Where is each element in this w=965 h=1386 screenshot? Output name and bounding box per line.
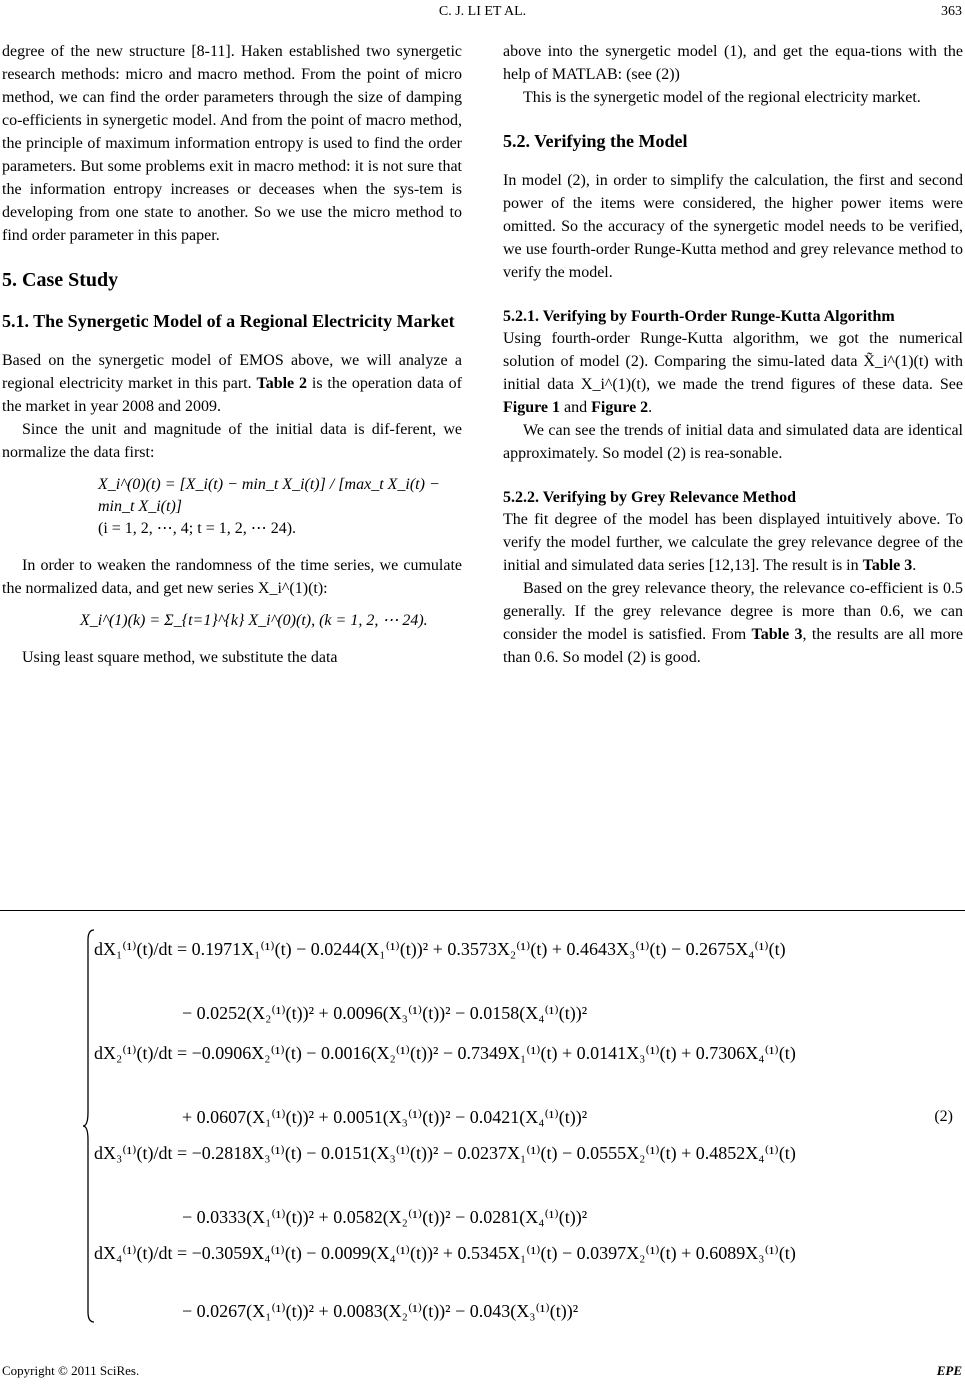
paragraph-model: In model (2), in order to simplify the calculation, the first and second power of the items were considered, the higher power items were omitted. So the accuracy of the synergetic model needs to be verified, we use fourth-order Runge-Kutta method and grey relevance method to verify the model. [503,172,963,281]
paragraph-fit-text: The fit degree of the model has been displayed intuitively above. To verify the model further, we calculate the grey relevance degree of the initial and simulated data series [12,13]. The result is in [503,511,963,574]
normalization-range: (i = 1, 2, ⋯, 4; t = 1, 2, ⋯ 24). [98,520,297,537]
paragraph-using: Using least square method, we substitute the data [22,649,338,666]
paragraph-based-end: is the operation data of the market in year 2008 and 2009. [2,375,462,415]
running-header [0,4,965,24]
paragraph-grey-based [503,577,963,669]
cumulation-equation [2,610,462,632]
figure2-ref: Figure 2 [591,399,649,416]
right-column [503,40,963,669]
table3-ref-b: Table 3 [751,626,803,643]
paragraph-fit [503,508,963,577]
normalization-formula: X_i^(0)(t) = [X_i(t) − min_t X_i(t)] / [max_t X_i(t) − min_t X_i(t)] [98,476,440,515]
page-number: 363 [941,4,962,19]
subsubsection-runge-title: 5.2.1. Verifying by Fourth-Order Runge-Kutta Algorithm [503,308,895,325]
figure1-ref: Figure 1 [503,399,561,416]
table3-ref-a: Table 3 [862,557,913,574]
left-brace-icon [82,928,96,1324]
eq3-main: dX₃⁽¹⁾(t)/dt = −0.2818X₃⁽¹⁾(t) − 0.0151(X₃⁽¹⁾(t))² − 0.0237X₁⁽¹⁾(t) − 0.0555X₂⁽¹⁾(t) + 0.4852X₄⁽¹⁾(t) [94,1143,796,1163]
eq2-main: dX₂⁽¹⁾(t)/dt = −0.0906X₂⁽¹⁾(t) − 0.0016(X₂⁽¹⁾(t))² − 0.7349X₁⁽¹⁾(t) + 0.0141X₃⁽¹⁾(t) + 0.7306X₄⁽¹⁾(t) [94,1043,796,1063]
equation-system-2 [82,928,862,1324]
period-2: . [912,557,917,574]
eq4-cont: − 0.0267(X₁⁽¹⁾(t))² + 0.0083(X₂⁽¹⁾(t))² − 0.043(X₃⁽¹⁾(t))² [182,1301,579,1321]
paragraph-unit: Since the unit and magnitude of the initial data is dif-ferent, we normalize the data first: [2,421,462,461]
eq3-cont: − 0.0333(X₁⁽¹⁾(t))² + 0.0582(X₂⁽¹⁾(t))² − 0.0281(X₄⁽¹⁾(t))² [182,1207,588,1227]
normalization-equation [2,474,462,540]
eq4-main: dX₄⁽¹⁾(t)/dt = −0.3059X₄⁽¹⁾(t) − 0.0099(X₄⁽¹⁾(t))² + 0.5345X₁⁽¹⁾(t) − 0.0397X₂⁽¹⁾(t) + 0.6089X₃⁽¹⁾(t) [94,1243,796,1263]
eq2-cont: + 0.0607(X₁⁽¹⁾(t))² + 0.0051(X₃⁽¹⁾(t))² − 0.0421(X₄⁽¹⁾(t))² [182,1107,588,1127]
paragraph-runge-text: Using fourth-order Runge-Kutta algorithm, we got the numerical solution of model (2). Comparing the simu-lated data X̃_i^(1)(t) with initial data X_i^(1)(t), we made the trend figures of these data. See [503,330,963,393]
paragraph-order: In order to weaken the randomness of the time series, we cumulate the normalized data, and get new series X_i^(1)(t): [2,557,462,597]
subsection-verify-title: 5.2. Verifying the Model [503,131,688,151]
left-column [2,40,462,669]
paragraph-runge [503,327,963,419]
grey-based-end: , the results are all more than 0.6. So model (2) is good. [503,626,964,666]
journal-name: EPE [936,1363,962,1378]
copyright-text: Copyright © 2011 SciRes. [2,1363,140,1378]
and-word: and [564,399,588,416]
eq1-main: dX₁⁽¹⁾(t)/dt = 0.1971X₁⁽¹⁾(t) − 0.0244(X₁⁽¹⁾(t))² + 0.3573X₂⁽¹⁾(t) + 0.4643X₃⁽¹⁾(t) − 0.2675X₄⁽¹⁾(t) [94,939,786,959]
section-title: 5. Case Study [2,269,119,291]
equation-number: (2) [934,1108,953,1125]
intro-paragraph: degree of the new structure [8-11]. Haken established two synergetic research methods: micro and macro method. From the point of micro method, we can find the order parameters through the size of damping co-efficients in synergetic model. And from the point of macro method, the principle of maximum information entropy is used to find the order parameters. But some problems exit in macro method: it is not sure that the information entropy increases or deceases when the sys-tem is developing from one state to another. So we use the micro method to find order parameter in this paper. [2,43,462,244]
paragraph-based [2,349,462,418]
paragraph-above: above into the synergetic model (1), and get the equa-tions with the help of MATLAB: (see (2)) [503,43,963,83]
paragraph-see: We can see the trends of initial data and simulated data are identical approximately. So model (2) is rea-sonable. [503,422,963,462]
subsubsection-grey-title: 5.2.2. Verifying by Grey Relevance Method [503,489,797,506]
subsection-title: 5.1. The Synergetic Model of a Regional Electricity Market [2,311,455,331]
cumulation-formula: X_i^(1)(k) = Σ_{t=1}^{k} X_i^(0)(t), (k = 1, 2, ⋯ 24). [80,612,428,629]
paragraph-based-start: Based on the synergetic model of EMOS above, we will analyze a regional electricity market in this part. [2,352,462,392]
period: . [648,399,653,416]
table2-ref: Table 2 [256,375,308,392]
running-title: C. J. LI ET AL. [438,4,527,19]
paragraph-this: This is the synergetic model of the regional electricity market. [523,89,921,106]
grey-based-start: Based on the grey relevance theory, the relevance co-efficient is 0.5 generally. If the grey relevance degree is more than 0.6, we can consider the model is satisfied. From [503,580,963,643]
equation-separator-rule [0,910,965,911]
eq1-cont: − 0.0252(X₂⁽¹⁾(t))² + 0.0096(X₃⁽¹⁾(t))² − 0.0158(X₄⁽¹⁾(t))² [182,1003,588,1023]
